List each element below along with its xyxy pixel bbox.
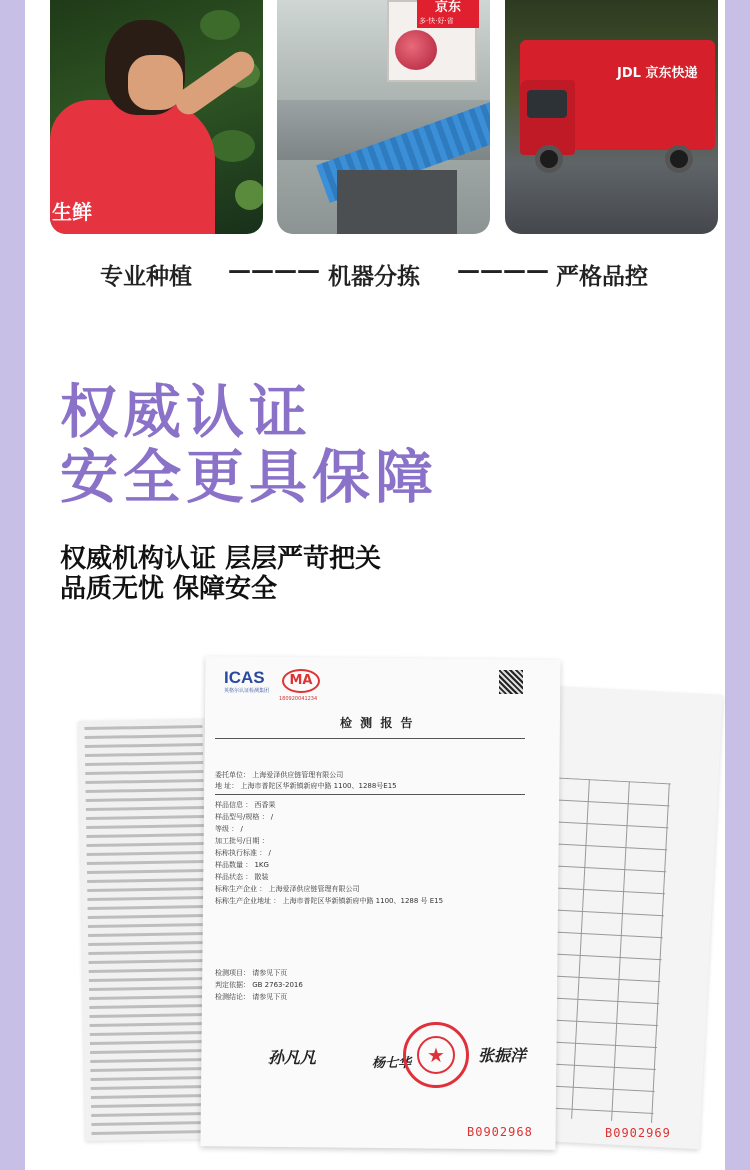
icas-logo-sub: 英格尔认证检测集团 bbox=[224, 688, 270, 694]
report-row: 委托单位： 上海爱泽供应链管理有限公司 bbox=[215, 771, 344, 779]
report-row: 样品信息 ： 西香果 bbox=[215, 801, 276, 809]
headline-line2: 安全更具保障 bbox=[60, 443, 439, 511]
qr-code-icon bbox=[499, 670, 523, 694]
report-divider bbox=[215, 738, 525, 739]
report-row: 检测结论： 请参见下页 bbox=[215, 993, 288, 1001]
farm-photo bbox=[50, 0, 263, 234]
report-row: 样品数量 ： 1KG bbox=[215, 861, 269, 869]
shirt-text: 生鲜 bbox=[52, 200, 92, 224]
report-row: 标称生产企业 ： 上海爱泽供应链管理有限公司 bbox=[215, 885, 360, 893]
step-quality: 严格品控 bbox=[556, 264, 648, 290]
step-divider: ———— bbox=[457, 258, 549, 284]
report-row: 标称生产企业地址 ： 上海市普陀区华新镇新府中路 1100、1288 号 E15 bbox=[215, 897, 444, 905]
step-divider: ———— bbox=[228, 258, 320, 284]
report-row: 样品型号/规格 ： / bbox=[215, 813, 274, 821]
report-row: 判定依据： GB 2763-2016 bbox=[215, 981, 303, 989]
report-row: 样品状态 ： 散装 bbox=[215, 873, 269, 881]
process-steps bbox=[0, 258, 750, 288]
step-sorting: 机器分拣 bbox=[328, 264, 420, 290]
factory-banner: 京东 bbox=[417, 0, 479, 28]
cma-number: 180920041234 bbox=[279, 696, 318, 702]
seal-star-icon: ★ bbox=[417, 1036, 455, 1074]
serial-number: B0902969 bbox=[605, 1126, 671, 1140]
certificate-left-page bbox=[78, 719, 215, 1141]
report-title: 检 测 报 告 bbox=[340, 716, 415, 730]
factory-banner-sub: 多·快·好·省 bbox=[419, 17, 454, 25]
signature: 杨七华 bbox=[372, 1056, 412, 1071]
truck-logo: JDL 京东快递 bbox=[617, 66, 698, 81]
step-planting: 专业种植 bbox=[100, 264, 192, 290]
serial-number: B0902968 bbox=[467, 1125, 533, 1139]
headline-line1: 权威认证 bbox=[60, 378, 313, 446]
truck-photo bbox=[505, 0, 718, 234]
signature: 孙凡凡 bbox=[268, 1048, 317, 1067]
factory-photo bbox=[277, 0, 490, 234]
description-line2: 品质无忧 保障安全 bbox=[60, 574, 278, 604]
report-divider bbox=[215, 794, 525, 795]
report-row: 等级 ： / bbox=[215, 825, 243, 833]
signature: 张振洋 bbox=[478, 1046, 527, 1065]
cma-mark: MA bbox=[282, 669, 320, 693]
report-row: 检测项目： 请参见下页 bbox=[215, 969, 288, 977]
report-row: 标称执行标准 ： / bbox=[215, 849, 271, 857]
report-row: 地 址： 上海市普陀区华新镇新府中路 1100、1288号E15 bbox=[215, 782, 397, 790]
icas-logo: ICAS bbox=[224, 668, 265, 687]
report-row: 加工批号/日期 ： bbox=[215, 837, 269, 845]
description-line1: 权威机构认证 层层严苛把关 bbox=[60, 544, 382, 574]
